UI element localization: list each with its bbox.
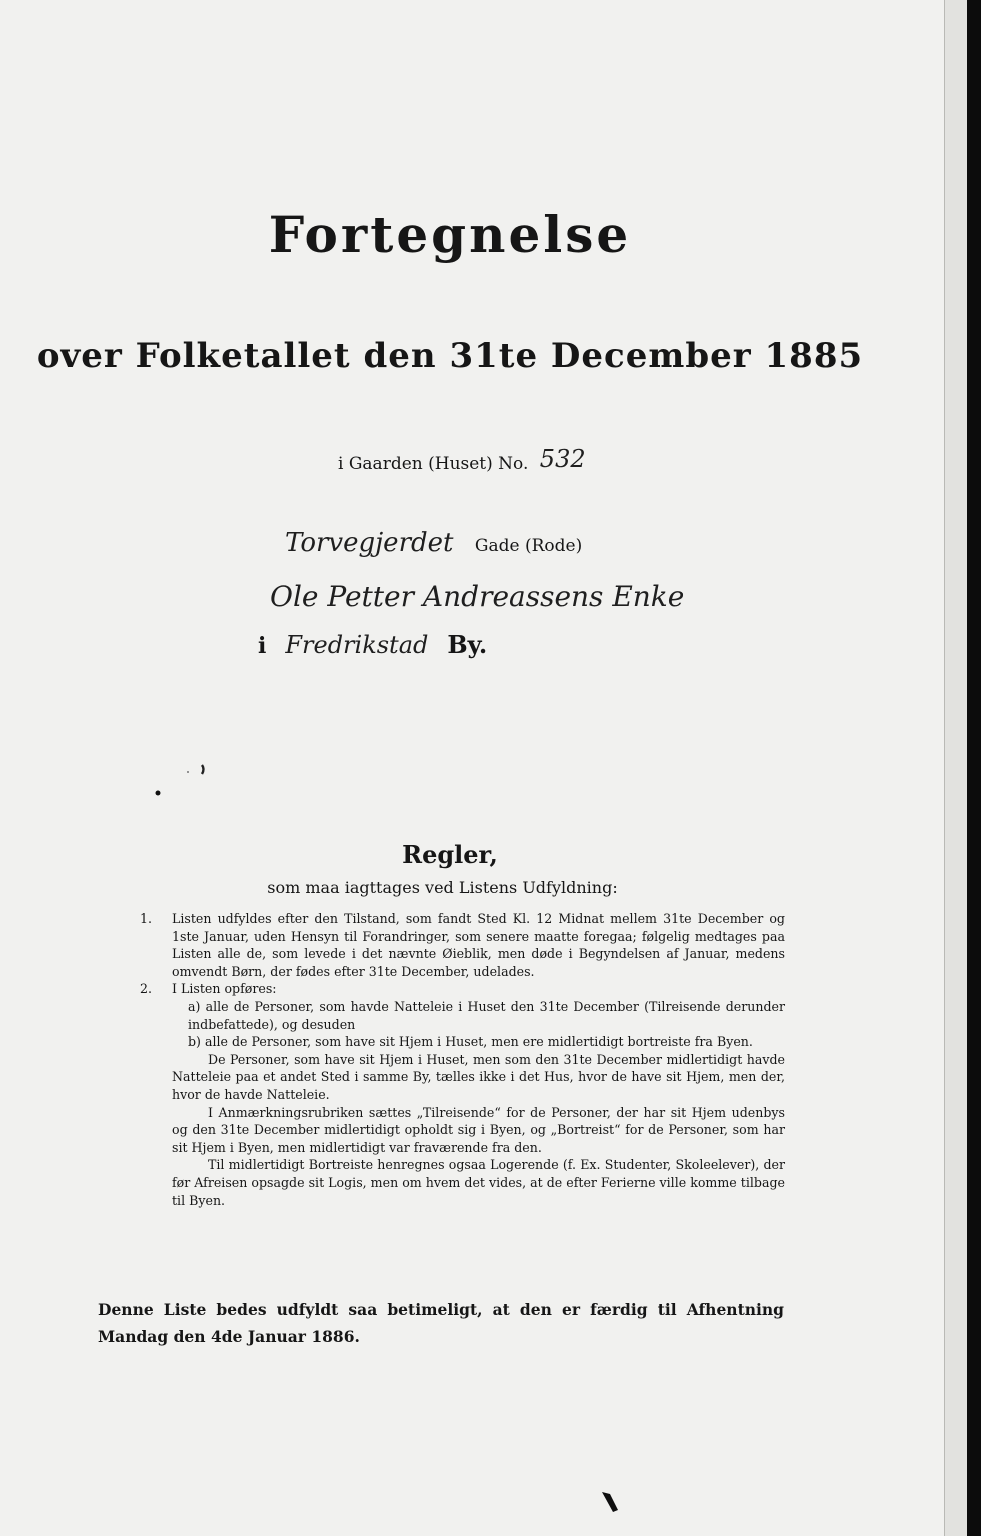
rule-1-number: 1.: [140, 911, 153, 926]
scan-border: [967, 0, 981, 1536]
deadline-notice: Denne Liste bedes udfyldt saa betimeligt, at den er færdig til Afhentning Mandag den 4de Januar 1886.: [98, 1300, 784, 1346]
gade-label: Gade (Rode): [474, 536, 583, 556]
ink-marks: [150, 760, 220, 830]
owner-handwritten: Ole Petter Andreassens Enke: [270, 580, 685, 613]
rule-para-2: I Anmærkningsrubriken sættes „Tilreisende“ for de Personer, der har sit Hjem udenbys og den 31te December midlertidigt opholdt sig i Byen, og „Bortreist“ for de Personer, som har sit Hjem i Byen, men midlertidigt var fraværende fra den.: [172, 1104, 785, 1155]
ink-blot: [598, 1490, 628, 1520]
rule-1: [140, 910, 785, 980]
rule-2-intro: I Listen opføres:: [172, 981, 277, 997]
regler-title: Regler,: [402, 840, 498, 869]
rule-2a: a) alle de Personer, som havde Natteleie i Huset den 31te December (Tilreisende derunder indbefattede), og desuden: [188, 998, 785, 1032]
form-title: Fortegnelse: [268, 205, 632, 264]
by-line: [258, 630, 487, 659]
rule-2-number: 2.: [140, 981, 153, 997]
rules-block: [140, 910, 785, 1209]
rule-2: [140, 980, 785, 998]
rule-para-1: De Personer, som have sit Hjem i Huset, men som den 31te December midlertidigt havde Natteleie paa et andet Sted i samme By, tælles ikke i det Hus, hvor de have sit Hjem, men der, hvor de havde Natteleie.: [172, 1051, 785, 1102]
by-suffix: By.: [447, 630, 488, 659]
gade-handwritten: Torvegjerdet: [285, 528, 454, 558]
by-prefix: i: [258, 633, 267, 659]
regler-subtitle: som maa iagttages ved Listens Udfyldning:: [267, 878, 618, 897]
rule-para-3: Til midlertidigt Bortreiste henregnes ogsaa Logerende (f. Ex. Studenter, Skoleelever), der før Afreisen opsagde sit Logis, men om hvem det vides, at de efter Ferierne ville komme tilbage til Byen.: [172, 1157, 785, 1208]
gade-line: [285, 528, 582, 558]
gaard-label: i Gaarden (Huset) No.: [338, 454, 529, 474]
rule-2b: b) alle de Personer, som have sit Hjem i Huset, men ere midlertidigt bortreiste fra Byen.: [188, 1034, 753, 1050]
form-subtitle: over Folketallet den 31te December 1885: [36, 336, 864, 376]
gaard-line: [338, 447, 586, 475]
gaard-number-handwritten: 532: [539, 445, 586, 473]
by-handwritten: Fredrikstad: [285, 631, 429, 659]
rule-1-text: Listen udfyldes efter den Tilstand, som fandt Sted Kl. 12 Midnat mellem 31te December og 1ste Januar, uden Hensyn til Forandringer, som senere maatte foregaa; følgelig medtages paa Listen alle de, som levede i det nævnte Øieblik, men døde i Begyndelsen af Januar, medens omvendt Børn, der fødes efter 31te December, udelades.: [172, 911, 785, 979]
page-edge-strip: [944, 0, 968, 1536]
